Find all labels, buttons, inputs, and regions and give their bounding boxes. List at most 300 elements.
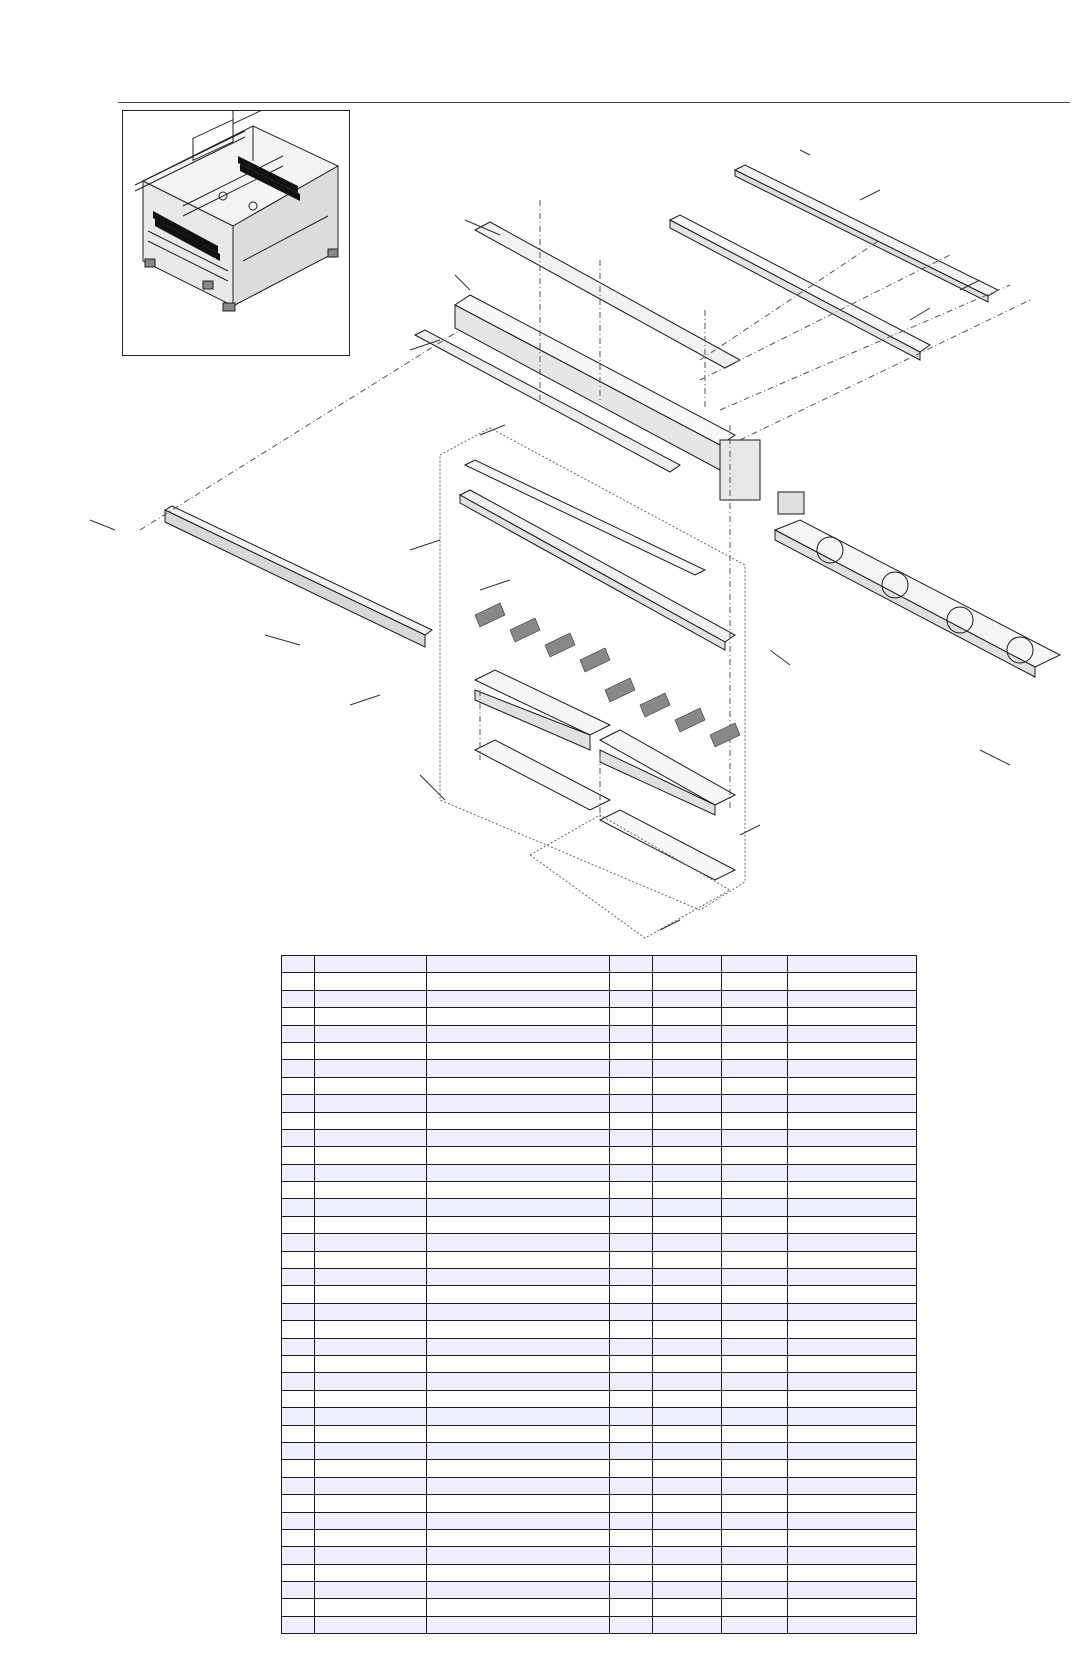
table-cell — [282, 990, 315, 1007]
table-cell — [788, 1286, 917, 1303]
table-header-cell — [610, 956, 653, 973]
table-cell — [788, 1599, 917, 1616]
table-cell — [788, 1008, 917, 1025]
table-cell — [282, 1390, 315, 1407]
table-cell — [653, 1077, 722, 1094]
table-cell — [427, 1564, 610, 1581]
table-cell — [722, 1008, 788, 1025]
table-cell — [315, 1477, 427, 1494]
table-cell — [788, 1529, 917, 1546]
table-cell — [722, 1477, 788, 1494]
table-cell — [788, 1321, 917, 1338]
table-cell — [315, 1512, 427, 1529]
table-cell — [653, 1425, 722, 1442]
table-cell — [722, 1199, 788, 1216]
table-cell — [722, 1582, 788, 1599]
table-cell — [653, 1460, 722, 1477]
table-cell — [282, 1564, 315, 1581]
table-cell — [722, 990, 788, 1007]
table-cell — [722, 1147, 788, 1164]
table-cell — [282, 1477, 315, 1494]
table-row — [282, 990, 917, 1007]
table-cell — [427, 1321, 610, 1338]
table-cell — [610, 1512, 653, 1529]
table-cell — [610, 1321, 653, 1338]
table-cell — [653, 1147, 722, 1164]
table-cell — [282, 1060, 315, 1077]
table-cell — [282, 1234, 315, 1251]
table-row — [282, 1199, 917, 1216]
table-cell — [282, 1025, 315, 1042]
table-cell — [788, 1025, 917, 1042]
table-cell — [788, 1251, 917, 1268]
table-cell — [653, 1442, 722, 1459]
table-cell — [610, 1164, 653, 1181]
table-cell — [282, 1042, 315, 1059]
table-cell — [722, 1216, 788, 1233]
table-cell — [315, 1008, 427, 1025]
table-cell — [653, 1112, 722, 1129]
table-cell — [722, 1495, 788, 1512]
table-cell — [653, 973, 722, 990]
table-cell — [722, 1616, 788, 1633]
table-cell — [427, 1182, 610, 1199]
table-cell — [788, 1408, 917, 1425]
table-cell — [653, 1042, 722, 1059]
table-cell — [788, 1547, 917, 1564]
table-cell — [610, 973, 653, 990]
table-cell — [282, 1147, 315, 1164]
table-cell — [427, 1234, 610, 1251]
table-cell — [653, 1599, 722, 1616]
table-cell — [427, 1355, 610, 1372]
table-cell — [427, 1408, 610, 1425]
table-cell — [722, 1460, 788, 1477]
table-cell — [722, 1529, 788, 1546]
table-cell — [427, 1529, 610, 1546]
table-cell — [788, 1460, 917, 1477]
table-cell — [722, 1408, 788, 1425]
table-cell — [315, 1373, 427, 1390]
table-cell — [315, 1095, 427, 1112]
table-header-cell — [722, 956, 788, 973]
table-cell — [653, 1321, 722, 1338]
table-cell — [610, 1616, 653, 1633]
table-cell — [315, 990, 427, 1007]
table-cell — [282, 1199, 315, 1216]
table-row — [282, 1477, 917, 1494]
table-cell — [315, 1199, 427, 1216]
table-cell — [282, 1216, 315, 1233]
table-cell — [282, 1599, 315, 1616]
table-row — [282, 1338, 917, 1355]
table-cell — [788, 1582, 917, 1599]
table-cell — [282, 1129, 315, 1146]
table-cell — [427, 1303, 610, 1320]
table-cell — [315, 1060, 427, 1077]
table-cell — [788, 1164, 917, 1181]
table-row — [282, 1060, 917, 1077]
table-cell — [610, 1495, 653, 1512]
table-cell — [282, 1251, 315, 1268]
table-cell — [610, 990, 653, 1007]
table-cell — [653, 1216, 722, 1233]
table-cell — [653, 1373, 722, 1390]
table-header-cell — [282, 956, 315, 973]
table-cell — [610, 1199, 653, 1216]
table-cell — [315, 1251, 427, 1268]
table-cell — [788, 1216, 917, 1233]
table-cell — [788, 1355, 917, 1372]
table-header-row — [282, 956, 917, 973]
table-cell — [282, 1182, 315, 1199]
table-cell — [282, 1373, 315, 1390]
table-cell — [653, 1025, 722, 1042]
table-row — [282, 1042, 917, 1059]
table-cell — [653, 1390, 722, 1407]
table-cell — [653, 1251, 722, 1268]
table-cell — [610, 1147, 653, 1164]
table-cell — [282, 1164, 315, 1181]
table-cell — [653, 1164, 722, 1181]
table-cell — [282, 1355, 315, 1372]
table-row — [282, 1321, 917, 1338]
table-cell — [315, 1269, 427, 1286]
table-cell — [282, 1425, 315, 1442]
table-cell — [282, 973, 315, 990]
table-cell — [427, 1442, 610, 1459]
table-cell — [788, 1199, 917, 1216]
table-cell — [315, 1599, 427, 1616]
table-cell — [722, 1303, 788, 1320]
table-row — [282, 1216, 917, 1233]
table-cell — [610, 1234, 653, 1251]
table-cell — [653, 1477, 722, 1494]
table-row — [282, 1077, 917, 1094]
table-cell — [315, 1321, 427, 1338]
table-cell — [315, 1042, 427, 1059]
table-cell — [427, 1512, 610, 1529]
table-cell — [722, 1390, 788, 1407]
table-cell — [653, 1512, 722, 1529]
table-cell — [315, 1460, 427, 1477]
table-cell — [315, 1547, 427, 1564]
table-cell — [788, 1564, 917, 1581]
table-cell — [315, 1147, 427, 1164]
table-cell — [610, 1008, 653, 1025]
table-cell — [427, 1129, 610, 1146]
table-cell — [427, 1251, 610, 1268]
table-cell — [427, 1164, 610, 1181]
header-rule — [118, 102, 1070, 103]
table-cell — [610, 1477, 653, 1494]
table-cell — [427, 973, 610, 990]
table-cell — [427, 1460, 610, 1477]
table-cell — [610, 1582, 653, 1599]
table-cell — [427, 1025, 610, 1042]
table-row — [282, 1495, 917, 1512]
table-cell — [610, 1390, 653, 1407]
table-cell — [610, 1077, 653, 1094]
table-cell — [788, 1373, 917, 1390]
table-cell — [315, 1495, 427, 1512]
table-cell — [788, 1616, 917, 1633]
table-cell — [722, 1338, 788, 1355]
table-cell — [427, 1547, 610, 1564]
table-cell — [282, 1303, 315, 1320]
table-cell — [653, 1199, 722, 1216]
table-cell — [610, 1269, 653, 1286]
table-cell — [722, 1599, 788, 1616]
table-cell — [653, 1008, 722, 1025]
table-row — [282, 1599, 917, 1616]
table-cell — [315, 1338, 427, 1355]
table-row — [282, 1390, 917, 1407]
parts-list-table — [281, 955, 916, 1634]
table-cell — [722, 973, 788, 990]
table-cell — [427, 1147, 610, 1164]
table-cell — [722, 1564, 788, 1581]
table-cell — [427, 1286, 610, 1303]
table-cell — [315, 1129, 427, 1146]
table-cell — [427, 1338, 610, 1355]
table-row — [282, 1564, 917, 1581]
table-cell — [427, 1042, 610, 1059]
table-cell — [282, 1460, 315, 1477]
table-cell — [722, 1129, 788, 1146]
table-cell — [610, 1182, 653, 1199]
exploded-assembly-diagram — [0, 110, 1090, 950]
table-cell — [788, 1077, 917, 1094]
table-cell — [722, 1373, 788, 1390]
table-cell — [610, 1442, 653, 1459]
table-row — [282, 1112, 917, 1129]
table-row — [282, 1547, 917, 1564]
table-cell — [427, 1425, 610, 1442]
table-cell — [653, 990, 722, 1007]
table-cell — [722, 1355, 788, 1372]
table-cell — [788, 1495, 917, 1512]
table-row — [282, 1408, 917, 1425]
table-cell — [653, 1129, 722, 1146]
table-cell — [653, 1234, 722, 1251]
table-cell — [427, 1199, 610, 1216]
table-cell — [315, 1216, 427, 1233]
table-cell — [315, 1564, 427, 1581]
table-cell — [653, 1529, 722, 1546]
table-cell — [427, 990, 610, 1007]
table-cell — [788, 1425, 917, 1442]
table-cell — [653, 1495, 722, 1512]
table-cell — [610, 1303, 653, 1320]
table-cell — [722, 1547, 788, 1564]
table-cell — [788, 1269, 917, 1286]
table-row — [282, 1234, 917, 1251]
table-cell — [315, 1408, 427, 1425]
table-row — [282, 1147, 917, 1164]
table-cell — [722, 1060, 788, 1077]
table-row — [282, 1425, 917, 1442]
table-cell — [315, 1442, 427, 1459]
table-cell — [653, 1338, 722, 1355]
table-cell — [427, 1616, 610, 1633]
table-cell — [788, 973, 917, 990]
table-cell — [315, 973, 427, 990]
table-row — [282, 1008, 917, 1025]
table-cell — [427, 1216, 610, 1233]
table-cell — [788, 1042, 917, 1059]
table-header-cell — [788, 956, 917, 973]
table-cell — [427, 1095, 610, 1112]
table-cell — [427, 1373, 610, 1390]
table-cell — [610, 1025, 653, 1042]
table-cell — [653, 1355, 722, 1372]
table-row — [282, 1251, 917, 1268]
table-cell — [788, 1129, 917, 1146]
table-cell — [788, 1390, 917, 1407]
table-cell — [788, 1512, 917, 1529]
table-cell — [722, 1269, 788, 1286]
table-row — [282, 1355, 917, 1372]
table-cell — [427, 1477, 610, 1494]
table-cell — [653, 1060, 722, 1077]
table-cell — [282, 1338, 315, 1355]
table-cell — [427, 1582, 610, 1599]
table-cell — [788, 1147, 917, 1164]
table-cell — [427, 1495, 610, 1512]
table-cell — [722, 1251, 788, 1268]
table-cell — [653, 1616, 722, 1633]
table-row — [282, 1512, 917, 1529]
table-cell — [653, 1408, 722, 1425]
table-cell — [788, 1182, 917, 1199]
table-cell — [722, 1042, 788, 1059]
table-cell — [427, 1077, 610, 1094]
table-cell — [653, 1303, 722, 1320]
table-row — [282, 1303, 917, 1320]
table-cell — [653, 1564, 722, 1581]
table-cell — [315, 1164, 427, 1181]
table-cell — [427, 1390, 610, 1407]
table-cell — [653, 1286, 722, 1303]
table-cell — [282, 1582, 315, 1599]
table-header-cell — [315, 956, 427, 973]
table-cell — [722, 1425, 788, 1442]
table-cell — [427, 1112, 610, 1129]
table-cell — [653, 1182, 722, 1199]
table-cell — [610, 1529, 653, 1546]
table-row — [282, 1286, 917, 1303]
table-cell — [282, 1321, 315, 1338]
table-cell — [610, 1216, 653, 1233]
table-cell — [282, 1077, 315, 1094]
table-cell — [653, 1547, 722, 1564]
table-row — [282, 1164, 917, 1181]
table-cell — [315, 1077, 427, 1094]
table-cell — [315, 1182, 427, 1199]
table-cell — [610, 1425, 653, 1442]
table-row — [282, 1129, 917, 1146]
table-cell — [282, 1112, 315, 1129]
table-cell — [315, 1425, 427, 1442]
table-row — [282, 1095, 917, 1112]
table-cell — [722, 1095, 788, 1112]
table-cell — [315, 1616, 427, 1633]
table-cell — [722, 1025, 788, 1042]
table-cell — [282, 1512, 315, 1529]
table-cell — [282, 1408, 315, 1425]
table-row — [282, 1529, 917, 1546]
table-cell — [315, 1529, 427, 1546]
table-row — [282, 1616, 917, 1633]
table-cell — [722, 1512, 788, 1529]
table-cell — [610, 1547, 653, 1564]
table-cell — [315, 1303, 427, 1320]
table-cell — [315, 1025, 427, 1042]
table-cell — [610, 1286, 653, 1303]
table-cell — [610, 1095, 653, 1112]
table-cell — [610, 1338, 653, 1355]
table-cell — [722, 1077, 788, 1094]
table-cell — [788, 1477, 917, 1494]
table-cell — [315, 1355, 427, 1372]
table-row — [282, 1460, 917, 1477]
table-cell — [788, 1234, 917, 1251]
table-cell — [282, 1008, 315, 1025]
table-row — [282, 1182, 917, 1199]
table-cell — [722, 1442, 788, 1459]
table-cell — [315, 1286, 427, 1303]
table-row — [282, 1373, 917, 1390]
table-cell — [315, 1112, 427, 1129]
table-row — [282, 1025, 917, 1042]
table-row — [282, 1582, 917, 1599]
table-cell — [610, 1373, 653, 1390]
table-cell — [315, 1582, 427, 1599]
table-cell — [282, 1442, 315, 1459]
table-cell — [610, 1112, 653, 1129]
table-cell — [653, 1095, 722, 1112]
table-cell — [610, 1042, 653, 1059]
table-cell — [282, 1547, 315, 1564]
table-cell — [427, 1599, 610, 1616]
table-cell — [788, 1303, 917, 1320]
table-cell — [427, 1060, 610, 1077]
table-cell — [315, 1390, 427, 1407]
table-cell — [722, 1234, 788, 1251]
table-cell — [722, 1286, 788, 1303]
table-cell — [610, 1599, 653, 1616]
table-cell — [282, 1269, 315, 1286]
table-cell — [610, 1355, 653, 1372]
table-row — [282, 1442, 917, 1459]
table-cell — [315, 1234, 427, 1251]
table-header-cell — [653, 956, 722, 973]
table-cell — [610, 1460, 653, 1477]
table-cell — [610, 1251, 653, 1268]
table-cell — [788, 1112, 917, 1129]
table-cell — [610, 1129, 653, 1146]
table-cell — [610, 1408, 653, 1425]
table-cell — [788, 990, 917, 1007]
table-cell — [722, 1182, 788, 1199]
table-cell — [653, 1269, 722, 1286]
table-cell — [427, 1008, 610, 1025]
table-cell — [722, 1112, 788, 1129]
table-cell — [282, 1495, 315, 1512]
table-row — [282, 1269, 917, 1286]
table-cell — [788, 1060, 917, 1077]
